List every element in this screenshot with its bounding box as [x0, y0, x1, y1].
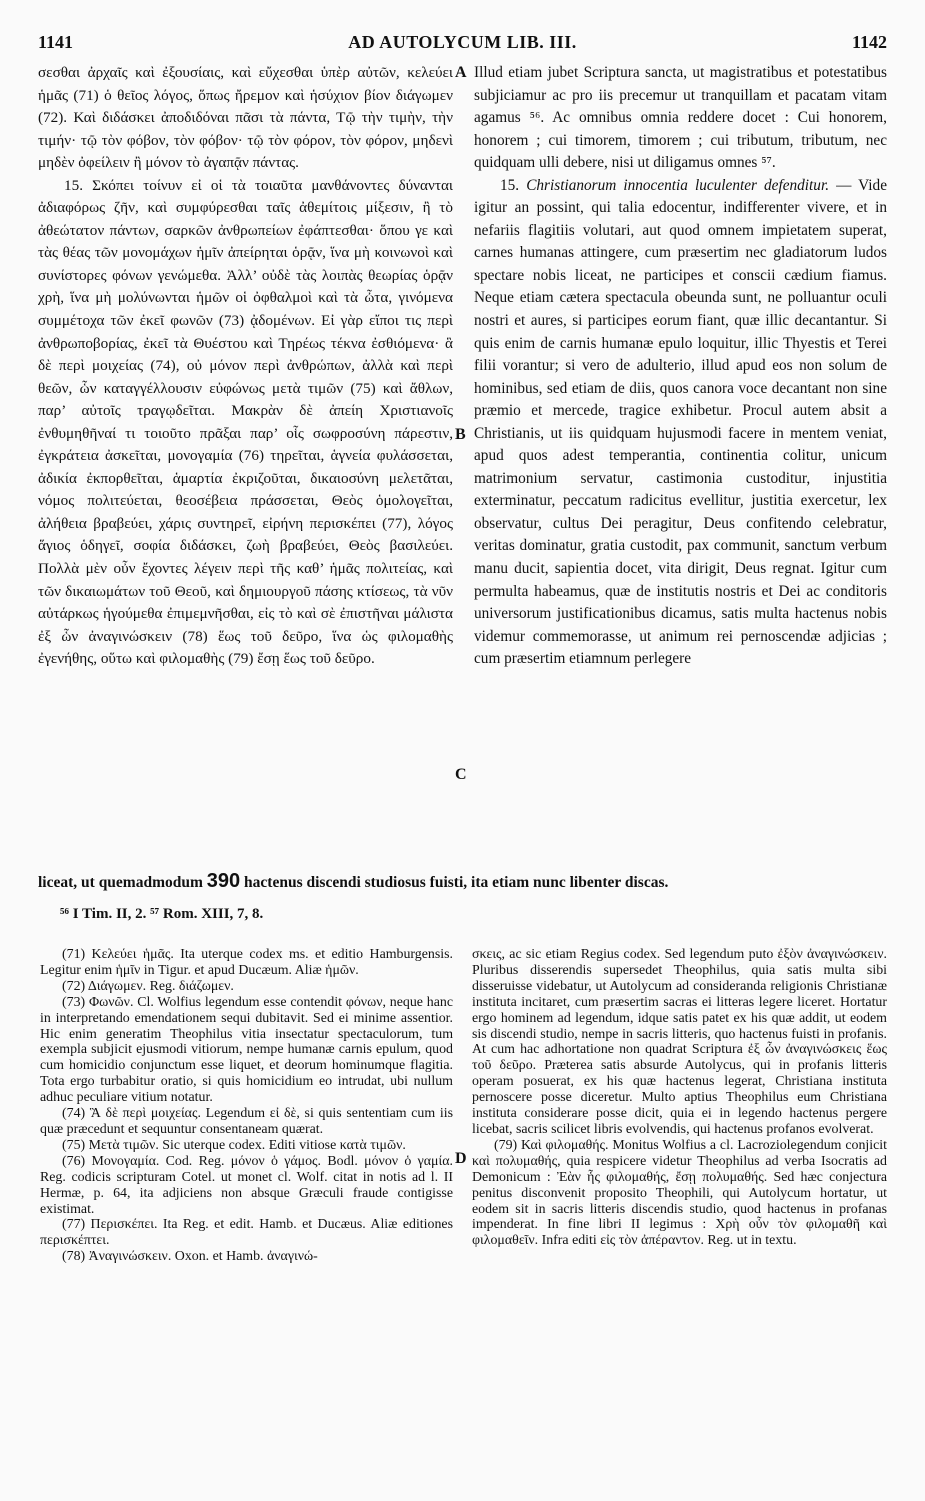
- section-marker-c: C: [455, 766, 467, 783]
- page-number-right: 1142: [851, 32, 887, 52]
- note-72: (72) Διάγωμεν. Reg. διάζωμεν.: [62, 978, 234, 994]
- section-number: 15.: [500, 176, 520, 194]
- note-73: (73) Φωνῶν. Cl. Wolfius legendum esse contendit φόνων, neque hanc in interpretando emendationem sequi dubitavit. Sed ei minime assentior. Hic enim generatim Theophilus vitia insectatur spectaculorum, tum exempla subjicit ejusmodi vitiorum, nempe humanæ carnis epulum, quod cum homicidio conjunctum esse liquet, et deorum hominumque flagitia. Tota ergo turbabitur oratio, si quis homicidium eo intrudat, ubi nullum adhuc peculiare vitium notatur.: [40, 994, 453, 1106]
- latin-paragraph-15: [474, 175, 887, 671]
- note-78: (78) Ἀναγινώσκειν. Oxon. et Hamb. ἀναγινώ-: [62, 1249, 318, 1265]
- note-77: (77) Περισκέπει. Ita Reg. et edit. Hamb. et Ducæus. Aliæ editiones περισκέπτει.: [40, 1217, 453, 1249]
- page-number-left: 1141: [38, 32, 74, 52]
- section-marker-d: D: [455, 1150, 467, 1167]
- section-marker-b: B: [455, 426, 466, 443]
- latin-text-column: [474, 62, 887, 671]
- note-71: (71) Κελεύει ἡμᾶς. Ita uterque codex ms. et editio Hamburgensis. Legitur enim ἡμῖν in Tigur. et apud Ducæum. Aliæ ἡμῶν.: [40, 947, 453, 978]
- note-79: (79) Καὶ φιλομαθής. Monitus Wolfius a cl. Lacroziolegendum conjicit καὶ πολυμαθής, quia respicere videtur Theophilus ad verba Isocratis ad Demonicum : Ἐὰν ἧς φιλομαθής, ἔσῃ πολυμαθής. Sed hæc conjectura penitus disconvenit proposito Theophili, qui Autolycum hortatur, ut eodem sit in sacris litteris discendis studio, quod hactenus in profanas impenderat. In fine libri II legimus : Χρὴ οὖν τὸν φιλομαθῆ καὶ φιλομαθεῖν. Infra editi εἰς τὸν ἀπέραντον. Reg. ut in textu.: [472, 1137, 887, 1249]
- greek-text-column: [38, 62, 453, 671]
- scripture-references: ⁵⁶ I Tim. II, 2. ⁵⁷ Rom. XIII, 7, 8.: [60, 906, 264, 922]
- notes-left-column: [40, 947, 453, 1265]
- latin-paragraph-1: Illud etiam jubet Scriptura sancta, ut magistratibus et potestatibus subjiciamur ac pro iis precemur ut tranquillam et pacatam vitam agamus ⁵⁶. Ac omnibus omnia reddere docet : Cui honorem, honorem ; cui timorem, timorem ; cui tributum, tributum, nec quidquam ulli debere, nisi ut diligamus omnes ⁵⁷.: [474, 64, 887, 172]
- section-marker-a: A: [455, 64, 467, 81]
- edition-page-number: 390: [206, 870, 241, 892]
- note-76: (76) Μονογαμία. Cod. Reg. μόνον ὁ γάμος. Bodl. μόνον ὁ γαμία. Reg. codicis scripturam Cotel. ut monet cl. Wolf. citat in notis ad l. II Hermæ, p. 64, ita adjiciens non absque Græculi fraude contigisse existimat.: [40, 1153, 453, 1217]
- greek-paragraph-15: 15. Σκόπει τοίνυν εἰ οἱ τὰ τοιαῦτα μανθάνοντες δύνανται ἀδιαφόρως ζῆν, καὶ συμφύρεσθαι ταῖς ἀθεμίτοις μίξεσιν, ἢ τὸ ἀθεώτατον πάντων, σαρκῶν ἀνθρωπείων ἐφάπτεσθαι· ὅπου γε καὶ τὰς θέας τῶν μονομάχων ἡμῖν ἀπείρηται ὁρᾷν, ἵνα μὴ κοινωνοὶ καὶ συνίστορες φόνων γενώμεθα. Ἀλλ’ οὐδὲ τὰς λοιπὰς θεωρίας ὁρᾷν χρὴ, ἵνα μὴ μολύνωνται ἡμῶν οἱ ὀφθαλμοὶ καὶ τὰ ὦτα, γινόμενα συμμέτοχα τῶν ἐκεῖ φωνῶν (73) ᾀδομένων. Εἰ γὰρ εἴποι τις περὶ ἀνθρωποβορίας, ἐκεῖ τὰ Θυέστου καὶ Τηρέως τέκνα ἐσθιόμενα· ἃ δὲ περὶ μοιχείας (74), οὐ μόνον περὶ ἀνθρώπων, ἀλλὰ καὶ περὶ θεῶν, ὧν καταγγέλλουσιν εὐφώνως μετὰ τιμῶν (75) καὶ ἄθλων, παρ’ αὐτοῖς τραγῳδεῖται. Μακρὰν δὲ ἀπείη Χριστιανοῖς ἐνθυμηθῆναί τι τοιοῦτο πρᾶξαι παρ’ οἷς σωφροσύνη πάρεστιν, ἐγκράτεια ἀσκεῖται, μονογαμία (76) τηρεῖται, ἁγνεία φυλάσσεται, ἀδικία ἐκπορθεῖται, ἁμαρτία ἐκριζοῦται, δικαιοσύνη μελετᾶται, νόμος πολιτεύεται, θεοσέβεια πράσσεται, Θεὸς ὁμολογεῖται, ἀλήθεια βραβεύει, χάρις συντηρεῖ, εἰρήνη περισκέπει (77), λόγος ἅγιος ὁδηγεῖ, σοφία διδάσκει, ζωὴ βραβεύει, Θεὸς βασιλεύει. Πολλὰ μὲν οὖν ἔχοντες λέγειν περὶ τῆς καθ’ ἡμᾶς πολιτείας, καὶ τῶν δικαιωμάτων τοῦ Θεοῦ, καὶ δημιουργοῦ πάσης κτίσεως, τὰ νῦν αὐτάρκως ἡγούμεθα ἐπιμεμνῆσθαι, εἰς τὸ καὶ σὲ ἐπιστῆναι μάλιστα ἐξ ὧν ἀναγινώσκειν (78) ἕως τοῦ δεῦρο, ἵνα ὡς φιλομαθὴς ἐγενήθης, οὕτω καὶ φιλομαθὴς (79) ἔσῃ ἕως τοῦ δεῦρο.: [38, 176, 453, 668]
- notes-right-column: [472, 947, 887, 1249]
- running-header: [38, 32, 887, 54]
- section-heading: Christianorum innocentia luculenter defenditur.: [526, 176, 830, 194]
- running-title: AD AUTOLYCUM LIB. III.: [348, 32, 577, 52]
- note-74: (74) Ἃ δὲ περὶ μοιχείας. Legendum εἰ δὲ, si quis sententiam cum iis quæ præcedunt et sequuntur consentaneam quærat.: [40, 1106, 453, 1137]
- bridge-text-before: liceat, ut quemadmodum: [38, 874, 203, 891]
- note-75: (75) Μετὰ τιμῶν. Sic uterque codex. Editi vitiose κατὰ τιμῶν.: [62, 1137, 406, 1153]
- note-78-continued: σκεις, ac sic etiam Regius codex. Sed legendum puto ἐξὸν ἀναγινώσκειν. Pluribus disserendis supersedet Theophilus, quia satis multa sibi disseruisse videbatur, ut Autolycum ad consideranda religionis Christianæ instituta incitaret, cum præsertim sacras ei litteras legere liceret. Hortatur ergo hominem ad legendum, idque satis patet ex his quæ addit, ut eodem sis discendi studio, nempe in sacris litteris, quo hactenus fuisti in profanis. At cum hac adhortatione non quadrat Scriptura ἐξ ὧν ἀναγινώσκεις ἕως τοῦ δεῦρο. Præterea satis absurde Autolycus, qui in profanis litteris operam posuerat, ex his quæ hactenus legerat, Christiana instituta pernoscere posse diceretur. Multo aptius Theophilus eum Christiana instituta considerare posse dicit, quia ei in legendo hactenus pergere licebat, sacris scilicet libris evolvendis, qui hactenus profanos evolverat.: [472, 947, 887, 1137]
- section-body: — Vide igitur an possint, qui talia edocentur, indifferenter vivere, et in nefariis flagitiis volutari, aut quod omnem impietatem superat, carnes humanas attingere, cum præsertim nec gladiatorum ludos spectare nobis liceat, ne participes et conscii cædium fiamus. Neque etiam cætera spectacula obeunda sunt, ne polluantur oculi nostri et aures, si participes eorum fiant, quæ illic decantantur. Si quis enim de carnis humanæ epulo loquitur, illic Thyestis et Terei filii vorantur; si vero de adulterio, illud apud eos non solum de hominibus, sed etiam de diis, quos canora voce decantant non sine præmio et mercede, tragice exhibetur. Procul autem absit a Christianis, ut iis quidquam hujusmodi facere in mentem veniat, apud quos adest temperantia, continentia colitur, unicum matrimonium servatur, castimonia custoditur, injustitia exterminatur, peccatum radicitus evellitur, justitia exercetur, lex observatur, cultus Dei peragitur, Deus confitendo celebratur, veritas dominatur, gratia custodit, pax communit, sanctum verbum manu ducit, sapientia docet, vita dirigit, Deus regnat. Igitur cum permulta habeamus, quæ de institutis nostris et Dei ac conditoris universorum justificationibus dicamus, satis multa hactenus nobis videmur commemorasse, ut animum rei pernoscendæ adjicias ; cum præsertim etiamnum perlegere: [474, 176, 887, 668]
- bridge-text-after: hactenus discendi studiosus fuisti, ita etiam nunc libenter discas.: [244, 874, 669, 891]
- greek-paragraph-1: σεσθαι ἀρχαῖς καὶ ἐξουσίαις, καὶ εὔχεσθαι ὑπὲρ αὐτῶν, κελεύει ἡμᾶς (71) ὁ θεῖος λόγος, ὅπως ἤρεμον καὶ ἡσύχιον βίον διάγωμεν (72). Καὶ διδάσκει ἀποδιδόναι πᾶσι τὰ πάντα, Τῷ τὴν τιμὴν, τὴν τιμήν· τῷ τὸν φόβον, τὸν φόβον· τῷ τὸν φόρον, τὸν φόρον, μηδενὶ μηδὲν ὀφείλειν ἢ μόνον τὸ ἀγαπᾷν πάντας.: [38, 64, 453, 172]
- bridge-line: [38, 870, 918, 893]
